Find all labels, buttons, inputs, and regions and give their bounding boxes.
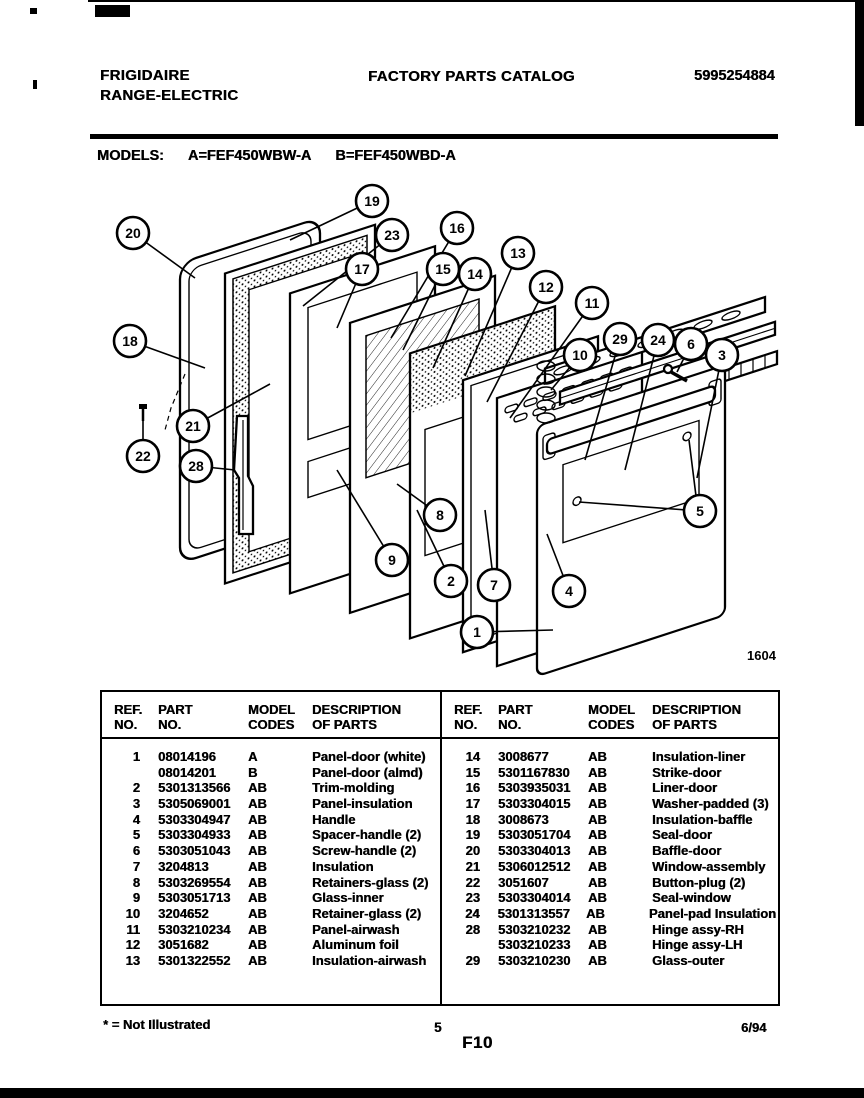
table-row: 11 5303210234 AB Panel-airwash: [126, 921, 400, 937]
door-layers: [180, 178, 777, 688]
scan-artifact: [0, 1088, 864, 1098]
callout-number: 8: [436, 507, 444, 523]
callout-number: 23: [384, 227, 400, 243]
col-description: DESCRIPTION OF PARTS: [312, 702, 401, 732]
table-row: 9 5303051713 AB Glass-inner: [132, 890, 384, 906]
callout-number: 4: [565, 583, 573, 599]
page-title: FACTORY PARTS CATALOG: [368, 68, 575, 85]
brand-line2: RANGE-ELECTRIC: [100, 87, 239, 104]
table-rows-left: [114, 749, 438, 969]
table-row: 14 3008677 AB Insulation-liner: [465, 749, 746, 764]
table-row: 16 5303935031 AB Liner-door: [465, 780, 717, 796]
table-row: 29 5303210230 AB Glass-outer: [465, 952, 725, 968]
callout-number: 22: [135, 448, 151, 464]
callout-number: 6: [687, 336, 695, 352]
callout-number: 11: [584, 295, 600, 311]
figure-code: 1604: [747, 648, 776, 663]
table-row: 7 3204813 AB Insulation: [132, 858, 374, 874]
table-row: 24 5301313557 AB Panel-pad Insulation: [465, 905, 776, 921]
callout-number: 7: [490, 577, 498, 593]
callout-number: 15: [435, 261, 451, 277]
callout-number: 20: [125, 225, 141, 241]
model-b: B=FEF450WBD-A: [335, 148, 456, 164]
models-label: MODELS:: [97, 148, 164, 164]
table-header: [114, 703, 438, 732]
table-row: 5303210233 AB Hinge assy-LH: [498, 937, 743, 953]
col-model-codes: MODEL CODES: [248, 702, 295, 732]
table-row: 6 5303051043 AB Screw-handle (2): [132, 843, 417, 859]
callout-number: 18: [122, 333, 138, 349]
table-row: 08014201 B Panel-door (almd): [158, 764, 423, 780]
page-number: 5: [434, 1020, 442, 1035]
table-row: 10 3204652 AB Retainer-glass (2): [125, 905, 422, 921]
exploded-door-diagram: [85, 178, 785, 688]
table-row: 2 5301313566 AB Trim-molding: [132, 780, 395, 796]
callout-number: 19: [364, 193, 380, 209]
table-row: 19 5303051704 AB Seal-door: [465, 827, 712, 843]
parts-table: [100, 690, 780, 1006]
models-line: [97, 148, 456, 164]
not-illustrated-note: * = Not Illustrated: [103, 1017, 211, 1032]
callout-number: 3: [718, 347, 726, 363]
table-row: 17 5303304015 AB Washer-padded (3): [465, 796, 769, 812]
col-part-no: PART NO.: [498, 702, 533, 732]
table-row: 8 5303269554 AB Retainers-glass (2): [132, 874, 429, 890]
table-row: 21 5306012512 AB Window-assembly: [465, 858, 766, 874]
header-divider-rule: [90, 134, 778, 139]
table-row: 15 5301167830 AB Strike-door: [465, 764, 722, 780]
table-header: [454, 703, 776, 732]
col-model-codes: MODEL CODES: [588, 702, 635, 732]
col-part-no: PART NO.: [158, 702, 193, 732]
callout-number: 28: [188, 458, 204, 474]
scan-artifact: [95, 5, 130, 17]
issue-date: 6/94: [741, 1020, 767, 1035]
callout-number: 10: [572, 347, 588, 363]
callout-number: 24: [650, 332, 666, 348]
table-divider: [440, 692, 442, 1004]
table-rows-right: [454, 749, 776, 969]
table-row: 5 5303304933 AB Spacer-handle (2): [132, 827, 422, 843]
col-description: DESCRIPTION OF PARTS: [652, 702, 741, 732]
table-row: 12 3051682 AB Aluminum foil: [125, 937, 399, 953]
table-row: 3 5305069001 AB Panel-insulation: [132, 796, 413, 812]
callout-number: 9: [388, 552, 396, 568]
table-row: 20 5303304013 AB Baffle-door: [465, 843, 722, 859]
scan-artifact: [33, 80, 37, 89]
scan-artifact: [30, 8, 37, 14]
callout-number: 2: [447, 573, 455, 589]
table-row: 1 08014196 A Panel-door (white): [132, 749, 426, 764]
callout-number: 12: [538, 279, 554, 295]
col-ref-no: REF. NO.: [114, 702, 143, 732]
callout-number: 16: [449, 220, 465, 236]
callout-number: 21: [185, 418, 201, 434]
table-row: 28 5303210232 AB Hinge assy-RH: [465, 921, 744, 937]
scan-artifact: [855, 0, 864, 126]
table-row: 4 5303304947 AB Handle: [132, 811, 356, 827]
callout-number: 29: [612, 331, 628, 347]
brand-header: [100, 66, 238, 106]
model-a: A=FEF450WBW-A: [187, 148, 312, 164]
table-row: 23 5303304014 AB Seal-window: [465, 890, 731, 906]
catalog-number: 5995254884: [694, 68, 775, 84]
callout-number: 13: [510, 245, 526, 261]
table-row: 13 5301322552 AB Insulation-airwash: [125, 952, 427, 968]
table-row: 18 3008673 AB Insulation-baffle: [465, 811, 753, 827]
callout-number: 14: [467, 266, 483, 282]
scan-artifact: [88, 0, 864, 2]
col-ref-no: REF. NO.: [454, 702, 483, 732]
callout-number: 17: [354, 261, 370, 277]
table-row: 22 3051607 AB Button-plug (2): [465, 874, 746, 890]
callout-number: 5: [696, 503, 704, 519]
page-code: F10: [462, 1033, 493, 1052]
callout-number: 1: [473, 624, 481, 640]
brand-line1: FRIGIDAIRE: [100, 67, 190, 84]
